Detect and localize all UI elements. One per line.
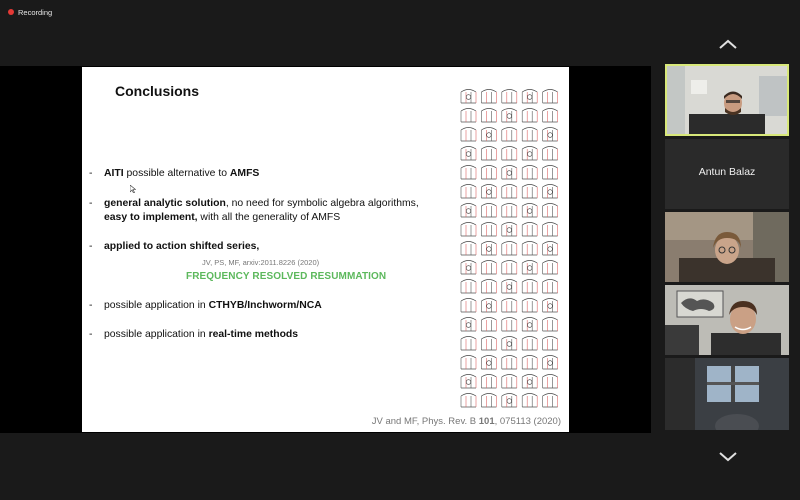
diagram-cell: [461, 128, 476, 142]
diagram-cell: [502, 204, 517, 218]
diagram-cell: [461, 166, 476, 180]
diagram-cell: [543, 299, 558, 313]
diagram-cell: [502, 185, 517, 199]
diagram-cell: [502, 223, 517, 237]
participant-video-5[interactable]: [665, 358, 789, 430]
diagram-cell: [481, 318, 496, 332]
diagram-cell: [461, 375, 476, 389]
participant-1-video-icon: [667, 66, 787, 134]
highlight-text: FREQUENCY RESOLVED RESUMMATION: [186, 271, 387, 282]
diagram-cell: [461, 223, 476, 237]
diagram-cell: [502, 318, 517, 332]
diagram-cell: [481, 147, 496, 161]
diagram-cell: [461, 299, 476, 313]
diagram-cell: [461, 356, 476, 370]
citation: JV and MF, Phys. Rev. B 101, 075113 (2020): [371, 416, 561, 427]
diagram-cell: [502, 299, 517, 313]
participant-video-1[interactable]: [665, 64, 789, 136]
diagram-cell: [461, 204, 476, 218]
diagram-cell: [502, 280, 517, 294]
diagram-cell: [543, 90, 558, 104]
diagram-cell: [543, 394, 558, 408]
diagram-cell: [522, 185, 537, 199]
diagram-cell: [522, 147, 537, 161]
diagram-cell: [522, 223, 537, 237]
bullet-cthyb: - possible application in CTHYB/Inchworm/NCA: [89, 300, 322, 311]
diagram-cell: [522, 318, 537, 332]
participant-video-3[interactable]: [665, 212, 789, 282]
diagram-cell: [543, 280, 558, 294]
diagram-cell: [461, 147, 476, 161]
diagram-cell: [502, 109, 517, 123]
bullet-action-shifted: - applied to action shifted series,: [89, 241, 260, 252]
diagram-cell: [502, 147, 517, 161]
diagram-cell: [543, 356, 558, 370]
diagram-cell: [481, 204, 496, 218]
recording-dot-icon: [8, 9, 14, 15]
diagram-cell: [502, 337, 517, 351]
meeting-footer: [0, 433, 800, 500]
diagram-cell: [461, 90, 476, 104]
participant-name-tile[interactable]: [665, 139, 789, 209]
diagram-cell: [543, 185, 558, 199]
diagram-cell: [543, 128, 558, 142]
chevron-up-icon[interactable]: [718, 38, 738, 50]
diagram-cell: [481, 185, 496, 199]
diagram-cell: [461, 261, 476, 275]
diagram-cell: [522, 356, 537, 370]
participant-4-video-icon: [665, 285, 789, 355]
diagram-cell: [481, 394, 496, 408]
participant-name: Antun Balaz: [698, 166, 756, 178]
diagram-cell: [522, 204, 537, 218]
diagram-cell: [481, 90, 496, 104]
diagram-cell: [461, 242, 476, 256]
diagram-cell: [481, 299, 496, 313]
diagram-cell: [481, 166, 496, 180]
diagram-cell: [522, 299, 537, 313]
diagram-cell: [522, 109, 537, 123]
diagram-cell: [461, 318, 476, 332]
diagram-cell: [543, 337, 558, 351]
arxiv-reference: JV, PS, MF, arxiv:2011.8226 (2020): [202, 258, 320, 267]
presentation-slide: [82, 67, 569, 432]
diagram-cell: [543, 375, 558, 389]
diagram-cell: [481, 356, 496, 370]
diagram-cell: [461, 394, 476, 408]
diagram-cell: [543, 109, 558, 123]
diagram-cell: [502, 166, 517, 180]
diagram-cell: [522, 280, 537, 294]
diagram-cell: [481, 109, 496, 123]
diagram-cell: [522, 394, 537, 408]
diagram-cell: [522, 261, 537, 275]
diagram-cell: [461, 109, 476, 123]
bullet-general-solution-line2: easy to implement, with all the generality of AMFS: [104, 212, 341, 223]
participant-5-video-icon: [665, 358, 789, 430]
participant-video-4[interactable]: [665, 285, 789, 355]
diagram-cell: [481, 337, 496, 351]
diagram-cell: [502, 128, 517, 142]
diagram-cell: [481, 280, 496, 294]
diagram-cell: [461, 185, 476, 199]
recording-label: Recording: [18, 7, 53, 17]
diagram-cell: [543, 223, 558, 237]
feynman-diagram-grid: [459, 87, 561, 409]
diagram-cell: [461, 337, 476, 351]
diagram-cell: [543, 204, 558, 218]
slide-title: Conclusions: [115, 83, 200, 99]
diagram-cell: [481, 375, 496, 389]
bullet-real-time: - possible application in real-time methods: [89, 329, 299, 340]
diagram-cell: [481, 223, 496, 237]
participant-3-video-icon: [665, 212, 789, 282]
diagram-cell: [502, 394, 517, 408]
diagram-cell: [522, 90, 537, 104]
diagram-cell: [481, 261, 496, 275]
diagram-cell: [522, 242, 537, 256]
diagram-cell: [502, 242, 517, 256]
diagram-cell: [502, 375, 517, 389]
diagram-cell: [481, 242, 496, 256]
diagram-cell: [502, 261, 517, 275]
bullet-general-solution: - general analytic solution, no need for symbolic algebra algorithms, easy to implement, with all the generality of AMFS: [89, 198, 419, 223]
diagram-cell: [522, 375, 537, 389]
bullet-aiti: - AITI possible alternative to AMFS: [89, 168, 260, 179]
diagram-cell: [543, 147, 558, 161]
mouse-pointer-icon: [130, 185, 136, 193]
diagram-cell: [522, 337, 537, 351]
diagram-cell: [502, 90, 517, 104]
diagram-cell: [461, 280, 476, 294]
diagram-cell: [543, 166, 558, 180]
recording-indicator[interactable]: [8, 6, 52, 18]
diagram-cell: [522, 166, 537, 180]
diagram-cell: [502, 356, 517, 370]
diagram-cell: [543, 318, 558, 332]
diagram-cell: [543, 242, 558, 256]
diagram-cell: [481, 128, 496, 142]
diagram-cell: [543, 261, 558, 275]
diagram-cell: [522, 128, 537, 142]
